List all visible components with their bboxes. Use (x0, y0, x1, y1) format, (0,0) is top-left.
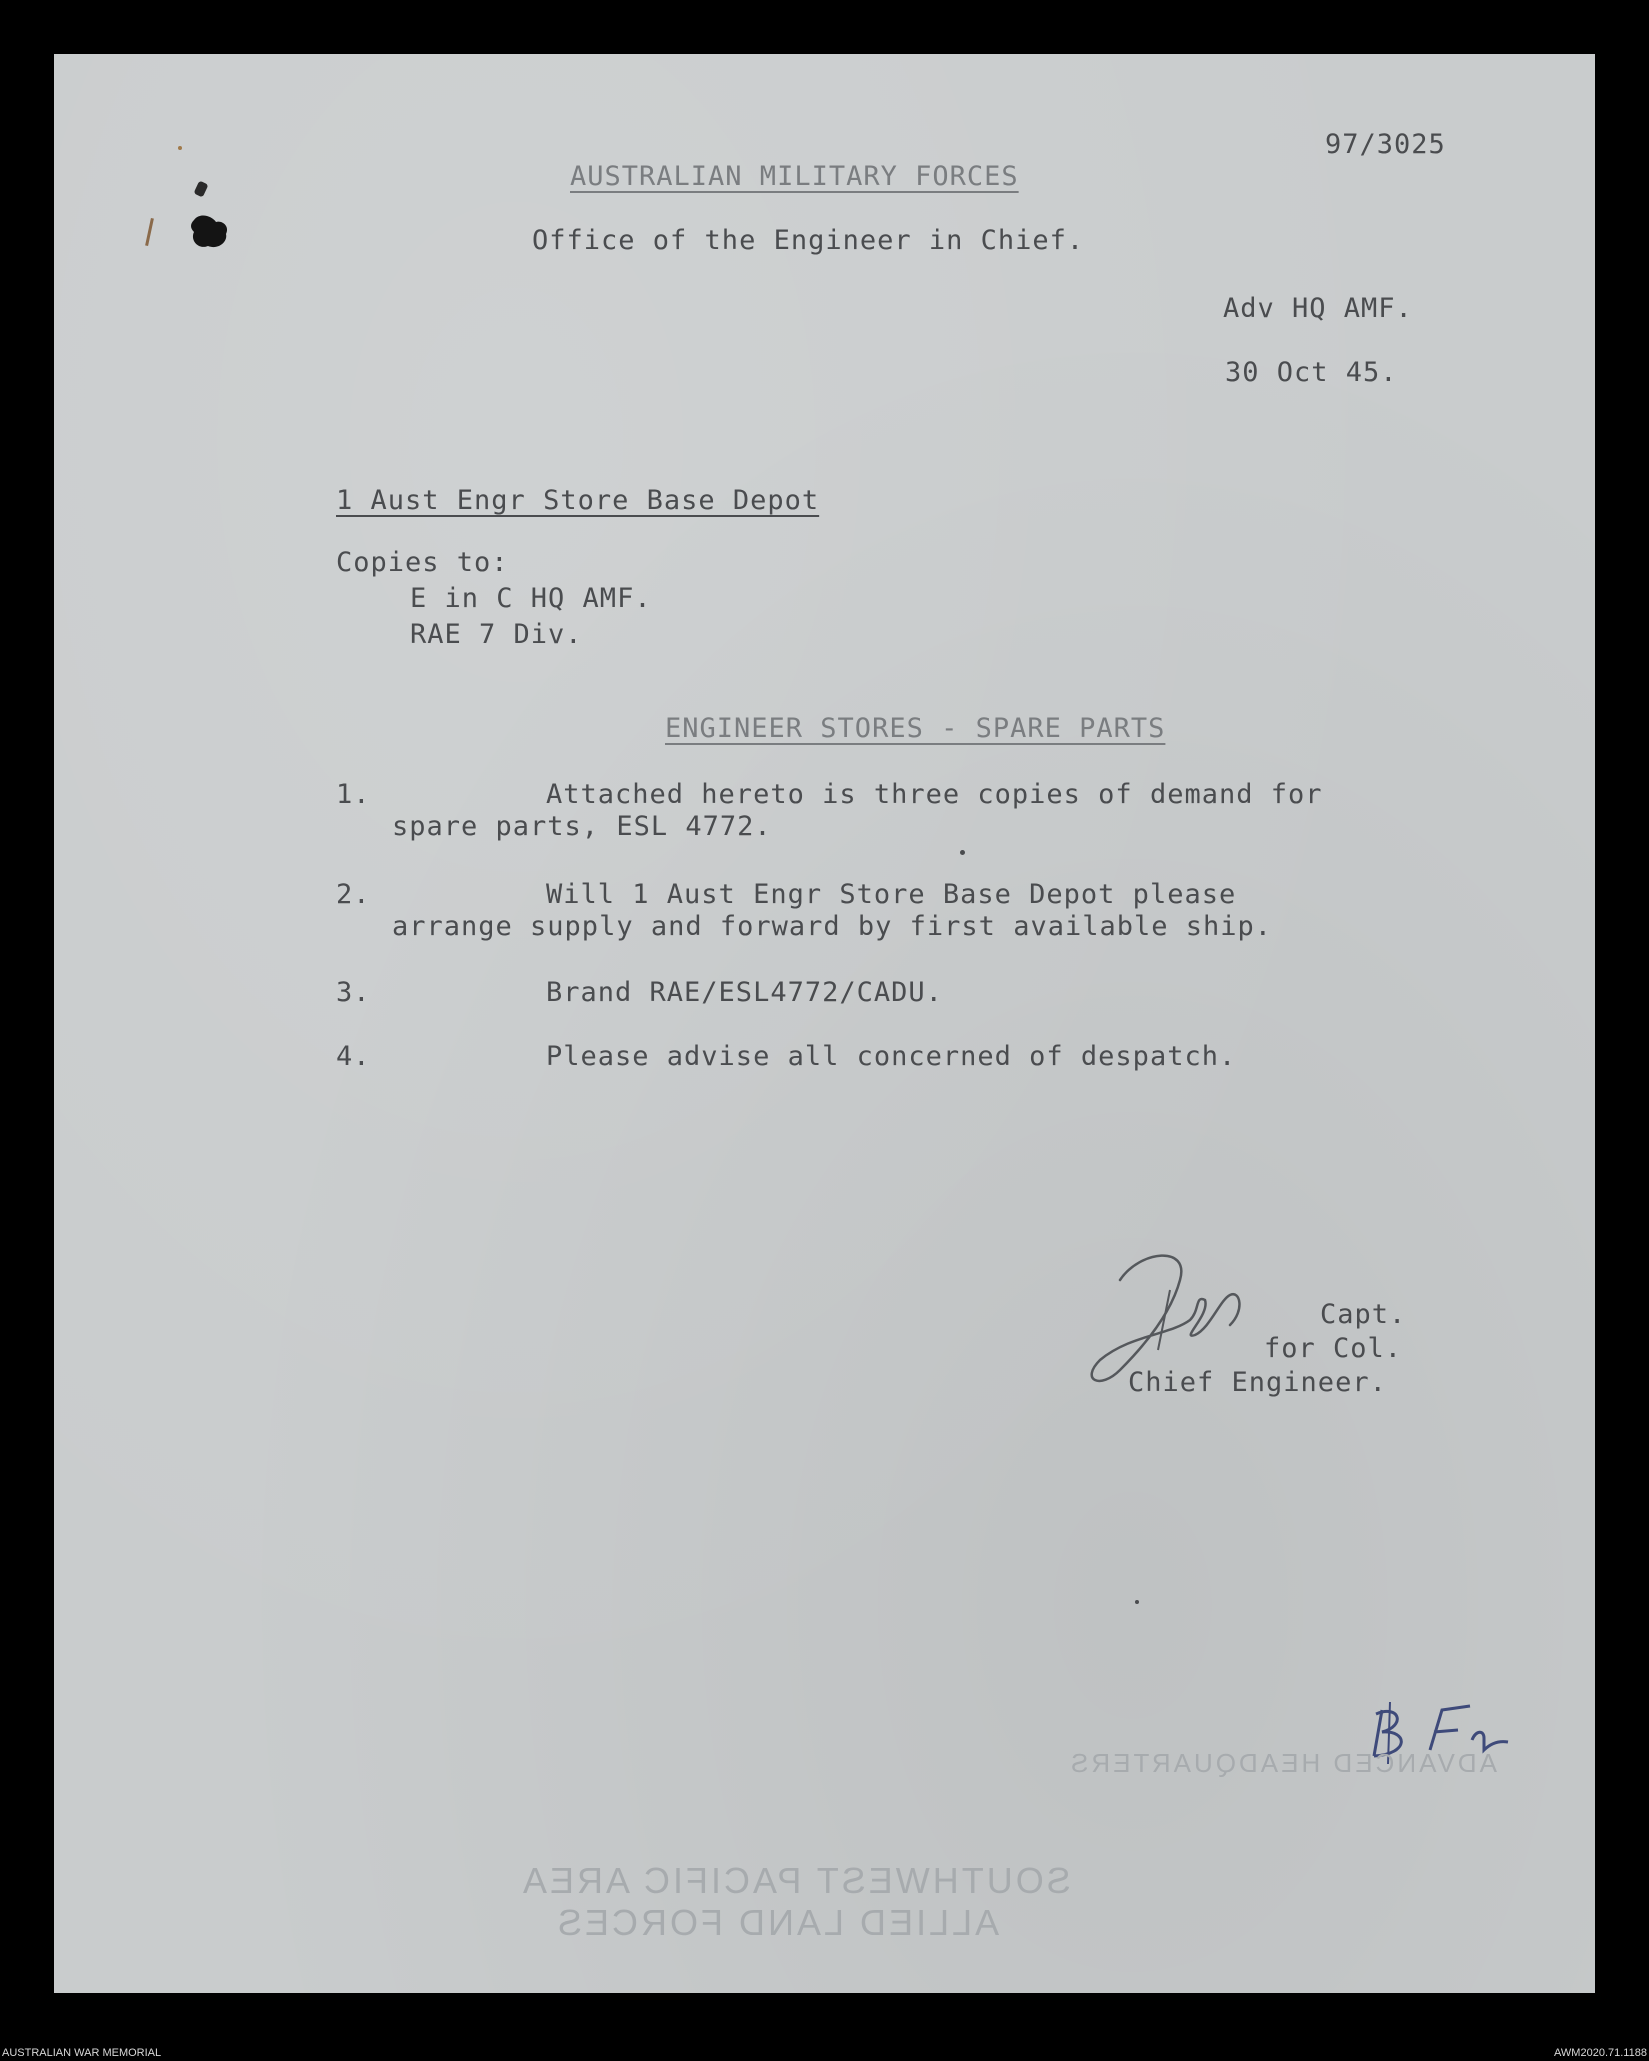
stamp-line-1: ADVANCED HEADQUARTERS (1068, 1748, 1497, 1778)
footer-source: AUSTRALIAN WAR MEMORIAL (2, 2047, 162, 2059)
signature-rank: Capt. (1320, 1299, 1407, 1330)
paragraph-number-2: 2. (336, 879, 371, 910)
copy-recipient-2: RAE 7 Div. (410, 619, 583, 650)
paragraph-3-line-1: Brand RAE/ESL4772/CADU. (546, 977, 943, 1008)
paragraph-1-line-2: spare parts, ESL 4772. (392, 811, 772, 842)
dot-mark (960, 850, 965, 855)
dot-mark (1135, 1600, 1139, 1604)
stamp-line-2: SOUTHWEST PACIFIC AREA (520, 1860, 1071, 1901)
paragraph-number-4: 4. (336, 1041, 371, 1072)
organisation-heading: AUSTRALIAN MILITARY FORCES (570, 161, 1019, 192)
paragraph-number-1: 1. (336, 779, 371, 810)
location-line: Adv HQ AMF. (1223, 293, 1413, 324)
paragraph-4-line-1: Please advise all concerned of despatch. (546, 1041, 1237, 1072)
office-heading: Office of the Engineer in Chief. (532, 225, 1085, 256)
file-reference: 97/3025 (1325, 129, 1446, 160)
subject-heading: ENGINEER STORES - SPARE PARTS (665, 713, 1166, 744)
copies-label: Copies to: (336, 547, 509, 578)
paragraph-2-line-2: arrange supply and forward by first available ship. (392, 911, 1273, 942)
signature-for: for Col. (1264, 1333, 1403, 1364)
signature-title: Chief Engineer. (1128, 1367, 1387, 1398)
date-line: 30 Oct 45. (1225, 357, 1398, 388)
paragraph-number-3: 3. (336, 977, 371, 1008)
rust-dot (178, 146, 182, 150)
paragraph-1-line-1: Attached hereto is three copies of demand for (546, 779, 1323, 810)
paragraph-2-line-1: Will 1 Aust Engr Store Base Depot please (546, 879, 1237, 910)
stamp-line-3: ALLIED LAND FORCES (555, 1902, 1000, 1943)
footer-accession: AWM2020.71.1188 (1554, 2047, 1647, 2059)
copy-recipient-1: E in C HQ AMF. (410, 583, 652, 614)
addressee: 1 Aust Engr Store Base Depot (336, 485, 820, 516)
punch-hole-tear (188, 210, 232, 252)
